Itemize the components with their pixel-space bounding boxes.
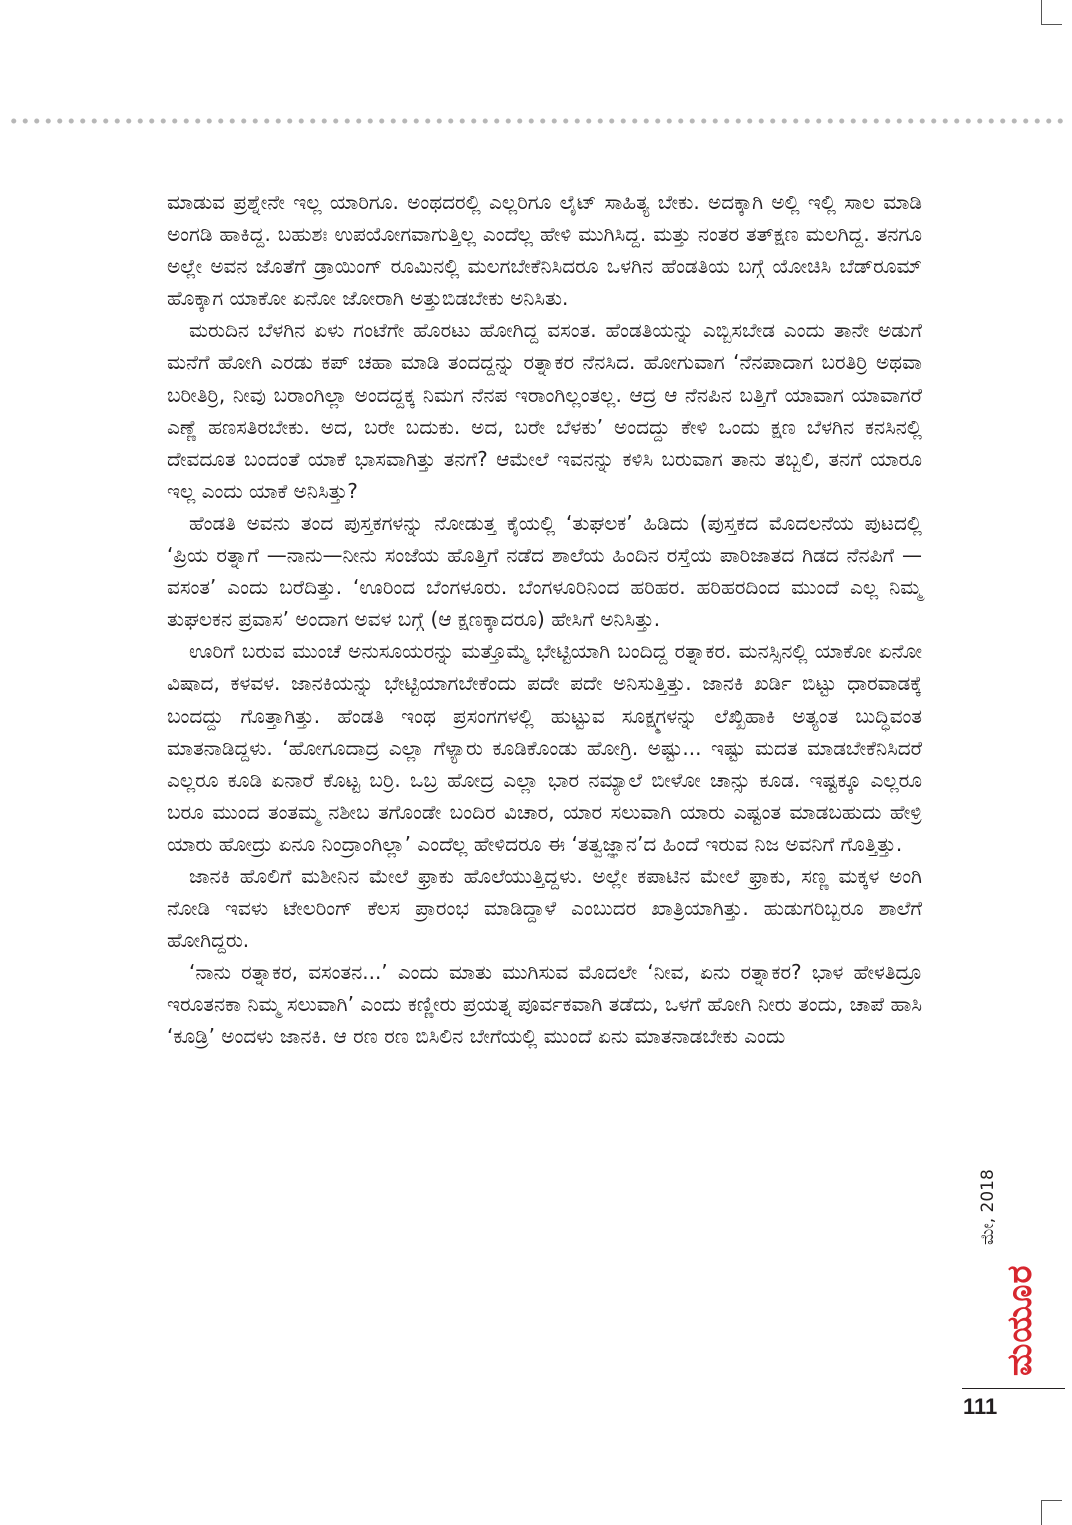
crop-mark-bottom bbox=[1041, 1500, 1062, 1525]
paragraph-1: ಮಾಡುವ ಪ್ರಶ್ನೇನೇ ಇಲ್ಲ ಯಾರಿಗೂ. ಅಂಥದರಲ್ಲಿ ಎಲ್ಲರಿಗೂ ಲೈಟ್ ಸಾಹಿತ್ಯ ಬೇಕು. ಅದಕ್ಕಾಗಿ ಅಲ್ಲಿ ಇಲ್ಲಿ ಸಾಲ ಮಾಡಿ ಅಂಗಡಿ ಹಾಕಿದ್ದ. ಬಹುಶಃ ಉಪಯೋಗವಾಗುತ್ತಿಲ್ಲ ಎಂದೆಲ್ಲ ಹೇಳಿ ಮುಗಿಸಿದ್ದ. ಮತ್ತು ನಂತರ ತತ್‌ಕ್ಷಣ ಮಲಗಿದ್ದ. ತನಗೂ ಅಲ್ಲೇ ಅವನ ಜೊತೆಗೆ ಡ್ರಾಯಿಂಗ್ ರೂಮಿನಲ್ಲಿ ಮಲಗಬೇಕೆನಿಸಿದರೂ ಒಳಗಿನ ಹೆಂಡತಿಯ ಬಗ್ಗೆ ಯೋಚಿಸಿ ಬೆಡ್‌ರೂಮ್ ಹೊಕ್ಕಾಗ ಯಾಕೋ ಏನೋ ಜೋರಾಗಿ ಅತ್ತುಬಿಡಬೇಕು ಅನಿಸಿತು. bbox=[167, 190, 922, 311]
issue-date: ಮೇ, 2018 bbox=[978, 1169, 998, 1245]
paragraph-4: ಊರಿಗೆ ಬರುವ ಮುಂಚೆ ಅನುಸೂಯರನ್ನು ಮತ್ತೊಮ್ಮೆ ಭೇಟ್ಟಿಯಾಗಿ ಬಂದಿದ್ದ ರತ್ನಾಕರ. ಮನಸ್ಸಿನಲ್ಲಿ ಯಾಕೋ ಏನೋ ವಿಷಾದ, ಕಳವಳ. ಜಾನಕಿಯನ್ನು ಭೇಟ್ಟಿಯಾಗಬೇಕೆಂದು ಪದೇ ಪದೇ ಅನಿಸುತ್ತಿತ್ತು. ಜಾನಕಿ ಖರ್ಡಿ ಬಿಟ್ಟು ಧಾರವಾಡಕ್ಕೆ ಬಂದದ್ದು ಗೊತ್ತಾಗಿತ್ತು. ಹೆಂಡತಿ ಇಂಥ ಪ್ರಸಂಗಗಳಲ್ಲಿ ಹುಟ್ಟುವ ಸೂಕ್ಷ್ಮಗಳನ್ನು ಲೆಖ್ಖಿಹಾಕಿ ಅತ್ಯಂತ ಬುದ್ಧಿವಂತ ಮಾತನಾಡಿದ್ದಳು. ‘ಹೋಗೂದಾದ್ರ ಎಲ್ಲಾ ಗೆಳ್ಯಾರು ಕೂಡಿಕೊಂಡು ಹೋಗ್ರಿ. ಅಷ್ಟು... ಇಷ್ಟು ಮದತ ಮಾಡಬೇಕೆನಿಸಿದರೆ ಎಲ್ಲರೂ ಕೂಡಿ ಏನಾರೆ ಕೊಟ್ಟ ಬರ್‍ರಿ. ಒಬ್ರ ಹೋದ್ರ ಎಲ್ಲಾ ಭಾರ ನಮ್ಯಾಲೆ ಬೀಳೋ ಚಾನ್ಸು ಕೂಡ. ಇಷ್ಟಕ್ಕೂ ಎಲ್ಲರೂ ಬರೂ ಮುಂದ ತಂತಮ್ಮ ನಶೀಬ ತಗೊಂಡೇ ಬಂದಿರ ವಿಚಾರ, ಯಾರ ಸಲುವಾಗಿ ಯಾರು ಎಷ್ಟಂತ ಮಾಡಬಹುದು ಹೇಳ್ರಿ ಯಾರು ಹೋದ್ರು ಏನೂ ನಿಂದ್ರಾಂಗಿಲ್ಲಾ’ ಎಂದೆಲ್ಲ ಹೇಳಿದರೂ ಈ ‘ತತ್ವಜ್ಞಾನ’ದ ಹಿಂದೆ ಇರುವ ನಿಜ ಅವನಿಗೆ ಗೊತ್ತಿತ್ತು. bbox=[167, 639, 922, 856]
paragraph-3: ಹೆಂಡತಿ ಅವನು ತಂದ ಪುಸ್ತಕಗಳನ್ನು ನೋಡುತ್ತ ಕೈಯಲ್ಲಿ ‘ತುಘಲಕ’ ಹಿಡಿದು (ಪುಸ್ತಕದ ಮೊದಲನೆಯ ಪುಟದಲ್ಲಿ ‘ಪ್ರಿಯ ರತ್ನಾಗೆ —ನಾನು—ನೀನು ಸಂಜೆಯ ಹೊತ್ತಿಗೆ ನಡೆದ ಶಾಲೆಯ ಹಿಂದಿನ ರಸ್ತೆಯ ಪಾರಿಜಾತದ ಗಿಡದ ನೆನಪಿಗೆ —ವಸಂತ’ ಎಂದು ಬರೆದಿತ್ತು. ‘ಊರಿಂದ ಬೆಂಗಳೂರು. ಬೆಂಗಳೂರಿನಿಂದ ಹರಿಹರ. ಹರಿಹರದಿಂದ ಮುಂದೆ ಎಲ್ಲ ನಿಮ್ಮ ತುಘಲಕನ ಪ್ರವಾಸ’ ಅಂದಾಗ ಅವಳ ಬಗ್ಗೆ (ಆ ಕ್ಷಣಕ್ಕಾದರೂ) ಹೇಸಿಗೆ ಅನಿಸಿತ್ತು. bbox=[167, 510, 922, 632]
dotted-divider bbox=[8, 117, 1064, 125]
page-number-rule bbox=[962, 1388, 1065, 1389]
paragraph-6: ‘ನಾನು ರತ್ನಾಕರ, ವಸಂತನ...’ ಎಂದು ಮಾತು ಮುಗಿಸುವ ಮೊದಲೇ ‘ನೀವ, ಏನು ರತ್ನಾಕರ? ಭಾಳ ಹೇಳತಿದ್ರೂ ಇರೂತನಕಾ ನಿಮ್ಮ ಸಲುವಾಗಿ’ ಎಂದು ಕಣ್ಣೀರು ಪ್ರಯತ್ನ ಪೂರ್ವಕವಾಗಿ ತಡೆದು, ಒಳಗೆ ಹೋಗಿ ನೀರು ತಂದು, ಚಾಪೆ ಹಾಸಿ ‘ಕೂಡ್ರಿ’ ಅಂದಳು ಜಾನಕಿ. ಆ ರಣ ರಣ ಬಿಸಿಲಿನ ಬೇಗೆಯಲ್ಲಿ ಮುಂದೆ ಏನು ಮಾತನಾಡಬೇಕು ಎಂದು bbox=[167, 960, 922, 1049]
paragraph-2: ಮರುದಿನ ಬೆಳಗಿನ ಏಳು ಗಂಟೆಗೇ ಹೊರಟು ಹೋಗಿದ್ದ ವಸಂತ. ಹೆಂಡತಿಯನ್ನು ಎಬ್ಬಿಸಬೇಡ ಎಂದು ತಾನೇ ಅಡುಗೆ ಮನೆಗೆ ಹೋಗಿ ಎರಡು ಕಪ್ ಚಹಾ ಮಾಡಿ ತಂದದ್ದನ್ನು ರತ್ನಾಕರ ನೆನಸಿದ. ಹೋಗುವಾಗ ‘ನೆನಪಾದಾಗ ಬರತಿರ್‍ರಿ ಅಥವಾ ಬರೀತಿರ್‍ರಿ, ನೀವು ಬರಾಂಗಿಲ್ಲಾ ಅಂದದ್ದಕ್ಕ ನಿಮಗ ನೆನಪ ಇರಾಂಗಿಲ್ಲಂತಲ್ಲ. ಆದ್ರ ಆ ನೆನಪಿನ ಬತ್ತಿಗೆ ಯಾವಾಗ ಯಾವಾಗರೆ ಎಣ್ಣೆ ಹಣಸತಿರಬೇಕು. ಅದ, ಬರೇ ಬದುಕು. ಅದ, ಬರೇ ಬೆಳಕು’ ಅಂದದ್ದು ಕೇಳಿ ಒಂದು ಕ್ಷಣ ಬೆಳಗಿನ ಕನಸಿನಲ್ಲಿ ದೇವದೂತ ಬಂದಂತೆ ಯಾಕೆ ಭಾಸವಾಗಿತ್ತು ತನಗೆ? ಆಮೇಲೆ ಇವನನ್ನು ಕಳಿಸಿ ಬರುವಾಗ ತಾನು ತಬ್ಬಲಿ, ತನಗೆ ಯಾರೂ ಇಲ್ಲ ಎಂದು ಯಾಕೆ ಅನಿಸಿತ್ತು? bbox=[167, 318, 922, 503]
paragraph-5: ಜಾನಕಿ ಹೊಲಿಗೆ ಮಶೀನಿನ ಮೇಲೆ ಫ್ರಾಕು ಹೊಲೆಯುತ್ತಿದ್ದಳು. ಅಲ್ಲೇ ಕಪಾಟಿನ ಮೇಲೆ ಫ್ರಾಕು, ಸಣ್ಣ ಮಕ್ಕಳ ಅಂಗಿ ನೋಡಿ ಇವಳು ಟೇಲರಿಂಗ್ ಕೆಲಸ ಪ್ರಾರಂಭ ಮಾಡಿದ್ದಾಳೆ ಎಂಬುದರ ಖಾತ್ರಿಯಾಗಿತ್ತು. ಹುಡುಗರಿಬ್ಬರೂ ಶಾಲೆಗೆ ಹೋಗಿದ್ದರು. bbox=[167, 863, 922, 953]
article-body bbox=[167, 186, 922, 1406]
magazine-masthead: ಮಯೂರ bbox=[1000, 1264, 1040, 1376]
page-number: 111 bbox=[963, 1394, 998, 1419]
crop-mark-top bbox=[1041, 0, 1062, 25]
